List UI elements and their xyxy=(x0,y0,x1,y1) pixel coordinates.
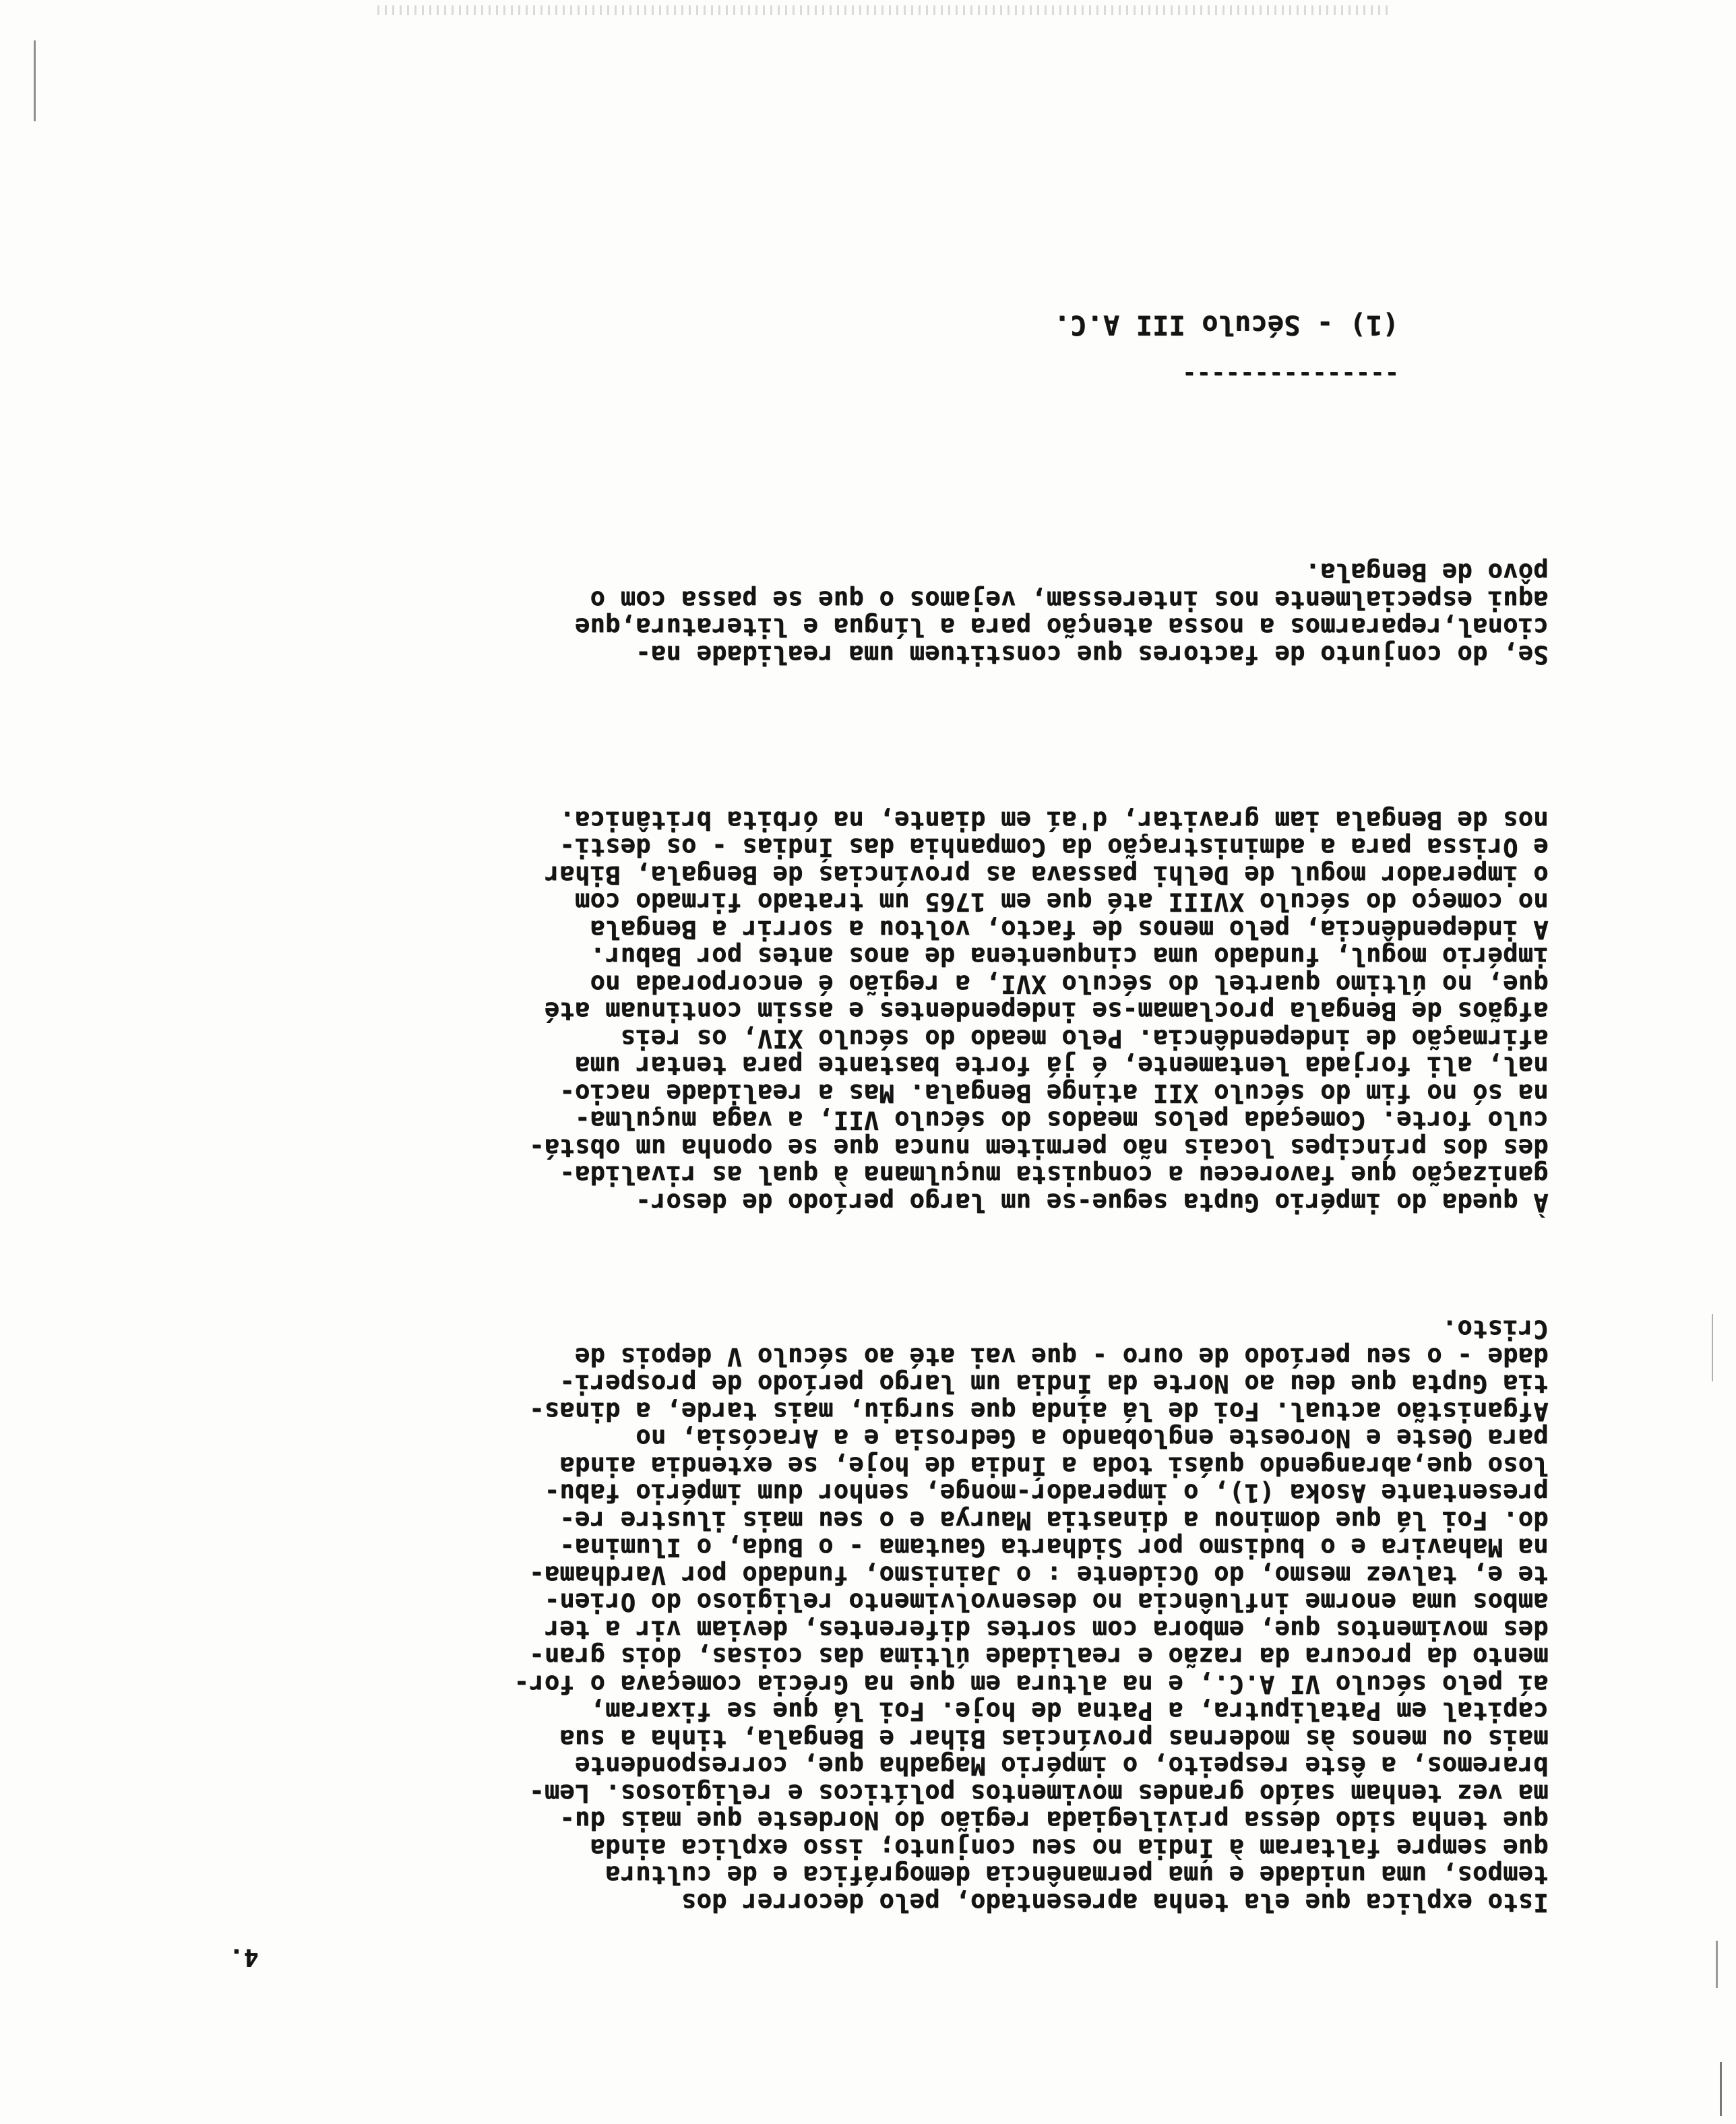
typed-line: Afganistão actual. Foi de lá ainda que surgiu, mais tarde, a dinas- xyxy=(529,1397,1549,1426)
typed-line: mento da procura da razão e realidade última das coisas, dois gran- xyxy=(529,1642,1549,1672)
typed-line: que sempre faltaram à Índia no seu conjunto; isso explica ainda xyxy=(590,1834,1549,1863)
footnote: (1) - Século III A.C. xyxy=(1053,309,1399,340)
typed-line: tia Gupta que deu ao Norte da Índia um largo período de prosperi- xyxy=(559,1369,1549,1399)
typed-line: que tenha sido dessa privilegiada região do Nordeste que mais du- xyxy=(559,1806,1549,1836)
typed-line: des dos príncipes locais não permitem nunca que se oponha um obstá- xyxy=(529,1133,1549,1162)
typed-line: Isto explica que ela tenha apresentado, pelo decorrer dos xyxy=(681,1888,1549,1917)
footnote-separator: --------------- xyxy=(1181,361,1399,388)
typed-line: pôvo de Bengala. xyxy=(1305,558,1549,588)
typed-line: do. Foi lá que dominou a dinastia Maurya e o seu mais ilustre re- xyxy=(559,1506,1549,1535)
typed-line: Se, do conjunto de factores que constituem uma realidade na- xyxy=(636,640,1549,669)
page-number: 4. xyxy=(229,1943,259,1971)
typed-line: na Mahavira e o budismo por Sidharta Gautama - o Buda, o Ilumina- xyxy=(559,1533,1549,1563)
typed-line: nal, ali forjada lentamente, é já forte bastante para tentar uma xyxy=(575,1051,1549,1081)
typed-line: cional,repararmos a nossa atenção para a língua e literatura,que xyxy=(575,613,1549,642)
typed-line: dade - o seu período de ouro - que vai até ao século V depois de xyxy=(575,1342,1549,1371)
typed-line: para Oeste e Noroeste englobando a Gedrosia e a Aracósia, no xyxy=(636,1424,1549,1454)
typed-line: na só no fim do século XII atinge Bengala. Mas a realidade nacio- xyxy=(559,1079,1549,1108)
typed-line: ambos uma enorme influência no desenvolvimento religioso do Orien- xyxy=(544,1588,1549,1617)
typed-line: tempos, uma unidade e uma permanência demográfica e de cultura xyxy=(605,1861,1549,1890)
typed-line: aqui especialmente nos interessam, vejamos o que se passa com o xyxy=(590,586,1549,615)
paragraph-magadha xyxy=(514,1315,1549,1916)
typed-line: ganização que favoreceu a conquista muçulmana à qual as rivalida- xyxy=(559,1160,1549,1190)
typed-line: capital em Pataliputra, a Patna de hoje. Foi lá que se fixaram, xyxy=(590,1697,1549,1726)
typed-line: loso que,abrangendo quási toda a Índia de hoje, se extendia ainda xyxy=(559,1451,1549,1480)
typed-line: presentante Asoka (1), o imperador-monge, senhor dum império fabu- xyxy=(544,1478,1549,1508)
typed-line: império mogul, fundado uma cinquentena de anos antes por Babur. xyxy=(590,942,1549,972)
typed-line: afirmação de independência. Pelo meado do século XIV, os reis xyxy=(620,1024,1549,1053)
typed-line: À queda do império Gupta segue-se um largo período de desor- xyxy=(636,1188,1549,1217)
paragraph-national-reality xyxy=(575,559,1549,668)
typed-line: ma vez tenham saído grandes movimentos políticos e religiosos. Lem- xyxy=(529,1779,1549,1808)
typed-line: braremos, a êste respeito, o império Magadha que, correspondente xyxy=(575,1751,1549,1781)
typed-line: que, no último quartel do século XVI, a região é encorporada no xyxy=(590,970,1549,999)
typed-line: e Orissa para a administração da Companhia das Índias - os desti- xyxy=(559,833,1549,863)
typed-line: culo forte. Começada pelos meados do século VII, a vaga muçulma- xyxy=(575,1106,1549,1135)
typed-line: Cristo. xyxy=(1442,1315,1549,1344)
typed-line: A independência, pelo menos de facto, voltou a sorrir a Bengala xyxy=(590,915,1549,944)
typed-line: des movimentos que, embora com sortes diferentes, deviam vir a ter xyxy=(544,1615,1549,1644)
typed-line: te e, talvez mesmo, do Ocidente : o Jainismo, fundado por Vardhama- xyxy=(529,1561,1549,1590)
typed-line: nos de Bengala iam gravitar, d'aí em diante, na órbita britânica. xyxy=(559,806,1549,835)
typed-line: aí pelo século VI A.C., e na altura em que na Grécia começava o for- xyxy=(514,1670,1549,1699)
typed-line: o imperador mogul de Delhi passava as províncias de Bengala, Bihar xyxy=(544,861,1549,889)
typed-line: no começo do século XVIII até que em 1765 um tratado firmado com xyxy=(575,887,1549,917)
typed-line: afgãos de Bengala proclamam-se independentes e assim continuam até xyxy=(544,997,1549,1026)
paragraph-gupta-decline xyxy=(529,807,1549,1216)
typed-line: mais ou menos às modernas províncias Bihar e Bengala, tinha a sua xyxy=(559,1724,1549,1753)
